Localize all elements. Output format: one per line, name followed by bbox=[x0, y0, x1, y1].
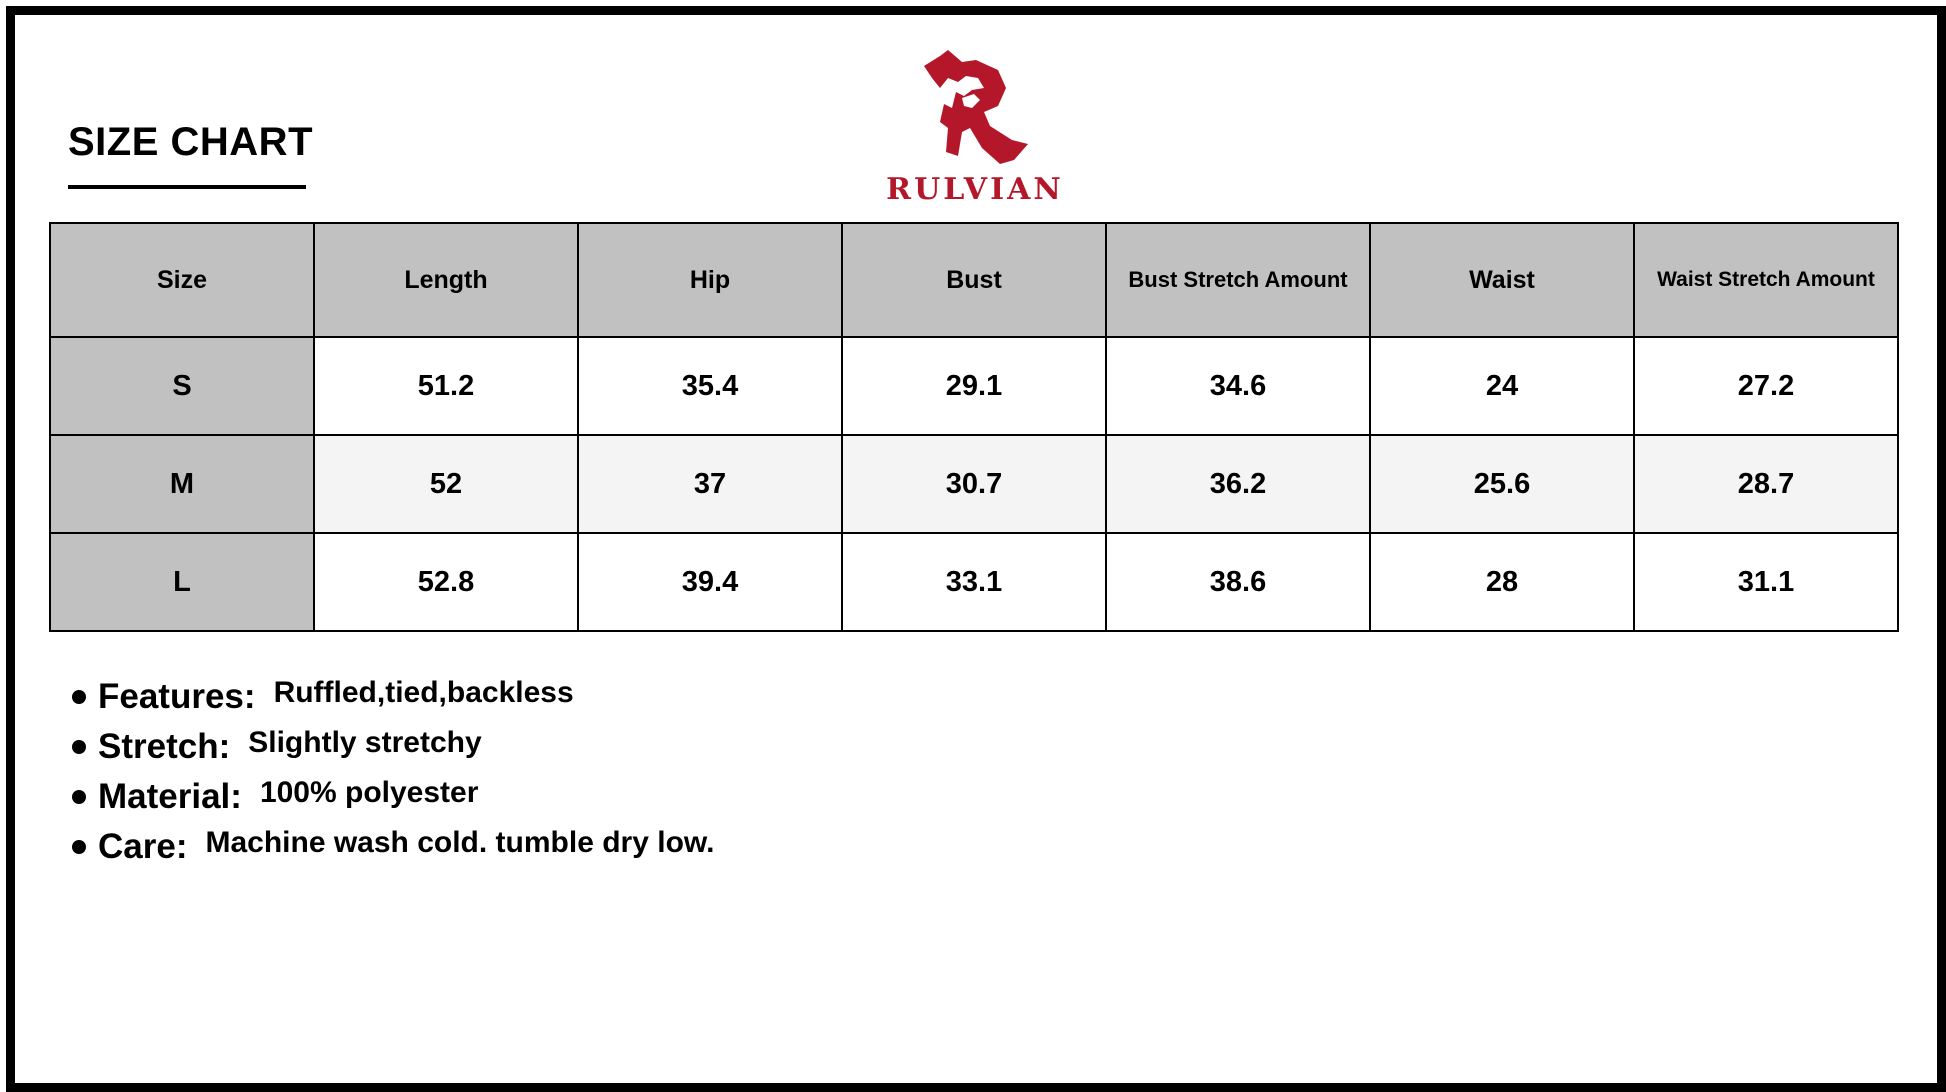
table-cell: 27.2 bbox=[1634, 337, 1898, 435]
feature-item-care bbox=[72, 820, 714, 870]
header-length: Length bbox=[314, 223, 578, 337]
table-cell: 24 bbox=[1370, 337, 1634, 435]
brand-logo bbox=[870, 48, 1080, 208]
feature-item-features bbox=[72, 670, 714, 720]
feature-label: Material: bbox=[98, 777, 242, 816]
size-label-cell: L bbox=[50, 533, 314, 631]
header-bust-stretch: Bust Stretch Amount bbox=[1106, 223, 1370, 337]
bullet-icon bbox=[72, 840, 86, 854]
feature-value: Machine wash cold. tumble dry low. bbox=[205, 826, 715, 859]
table-cell: 30.7 bbox=[842, 435, 1106, 533]
header-waist-stretch: Waist Stretch Amount bbox=[1634, 223, 1898, 337]
brand-r-logo-icon bbox=[918, 48, 1032, 168]
table-cell: 25.6 bbox=[1370, 435, 1634, 533]
page-title: SIZE CHART bbox=[68, 120, 313, 164]
bullet-icon bbox=[72, 790, 86, 804]
feature-item-stretch bbox=[72, 720, 714, 770]
table-cell: 33.1 bbox=[842, 533, 1106, 631]
feature-value: Slightly stretchy bbox=[248, 726, 482, 759]
table-cell: 51.2 bbox=[314, 337, 578, 435]
size-table bbox=[49, 222, 1899, 632]
table-cell: 52 bbox=[314, 435, 578, 533]
table-cell: 35.4 bbox=[578, 337, 842, 435]
table-cell: 31.1 bbox=[1634, 533, 1898, 631]
table-row bbox=[50, 435, 1898, 533]
feature-label: Care: bbox=[98, 827, 188, 866]
feature-item-material bbox=[72, 770, 714, 820]
bullet-icon bbox=[72, 740, 86, 754]
size-label-cell: S bbox=[50, 337, 314, 435]
header-bust: Bust bbox=[842, 223, 1106, 337]
bullet-icon bbox=[72, 690, 86, 704]
header-size: Size bbox=[50, 223, 314, 337]
header-hip: Hip bbox=[578, 223, 842, 337]
feature-value: Ruffled,tied,backless bbox=[273, 676, 574, 709]
feature-label: Features: bbox=[98, 677, 256, 716]
size-label-cell: M bbox=[50, 435, 314, 533]
table-header-row bbox=[50, 223, 1898, 337]
product-details-list bbox=[72, 670, 714, 870]
table-cell: 38.6 bbox=[1106, 533, 1370, 631]
header-waist: Waist bbox=[1370, 223, 1634, 337]
table-cell: 36.2 bbox=[1106, 435, 1370, 533]
table-cell: 37 bbox=[578, 435, 842, 533]
table-cell: 29.1 bbox=[842, 337, 1106, 435]
table-cell: 28 bbox=[1370, 533, 1634, 631]
table-cell: 52.8 bbox=[314, 533, 578, 631]
feature-label: Stretch: bbox=[98, 727, 231, 766]
feature-value: 100% polyester bbox=[259, 776, 479, 809]
table-cell: 34.6 bbox=[1106, 337, 1370, 435]
table-cell: 28.7 bbox=[1634, 435, 1898, 533]
table-cell: 39.4 bbox=[578, 533, 842, 631]
title-underline bbox=[68, 185, 306, 189]
table-row bbox=[50, 533, 1898, 631]
brand-name: RULVIAN bbox=[886, 172, 1064, 207]
table-row bbox=[50, 337, 1898, 435]
